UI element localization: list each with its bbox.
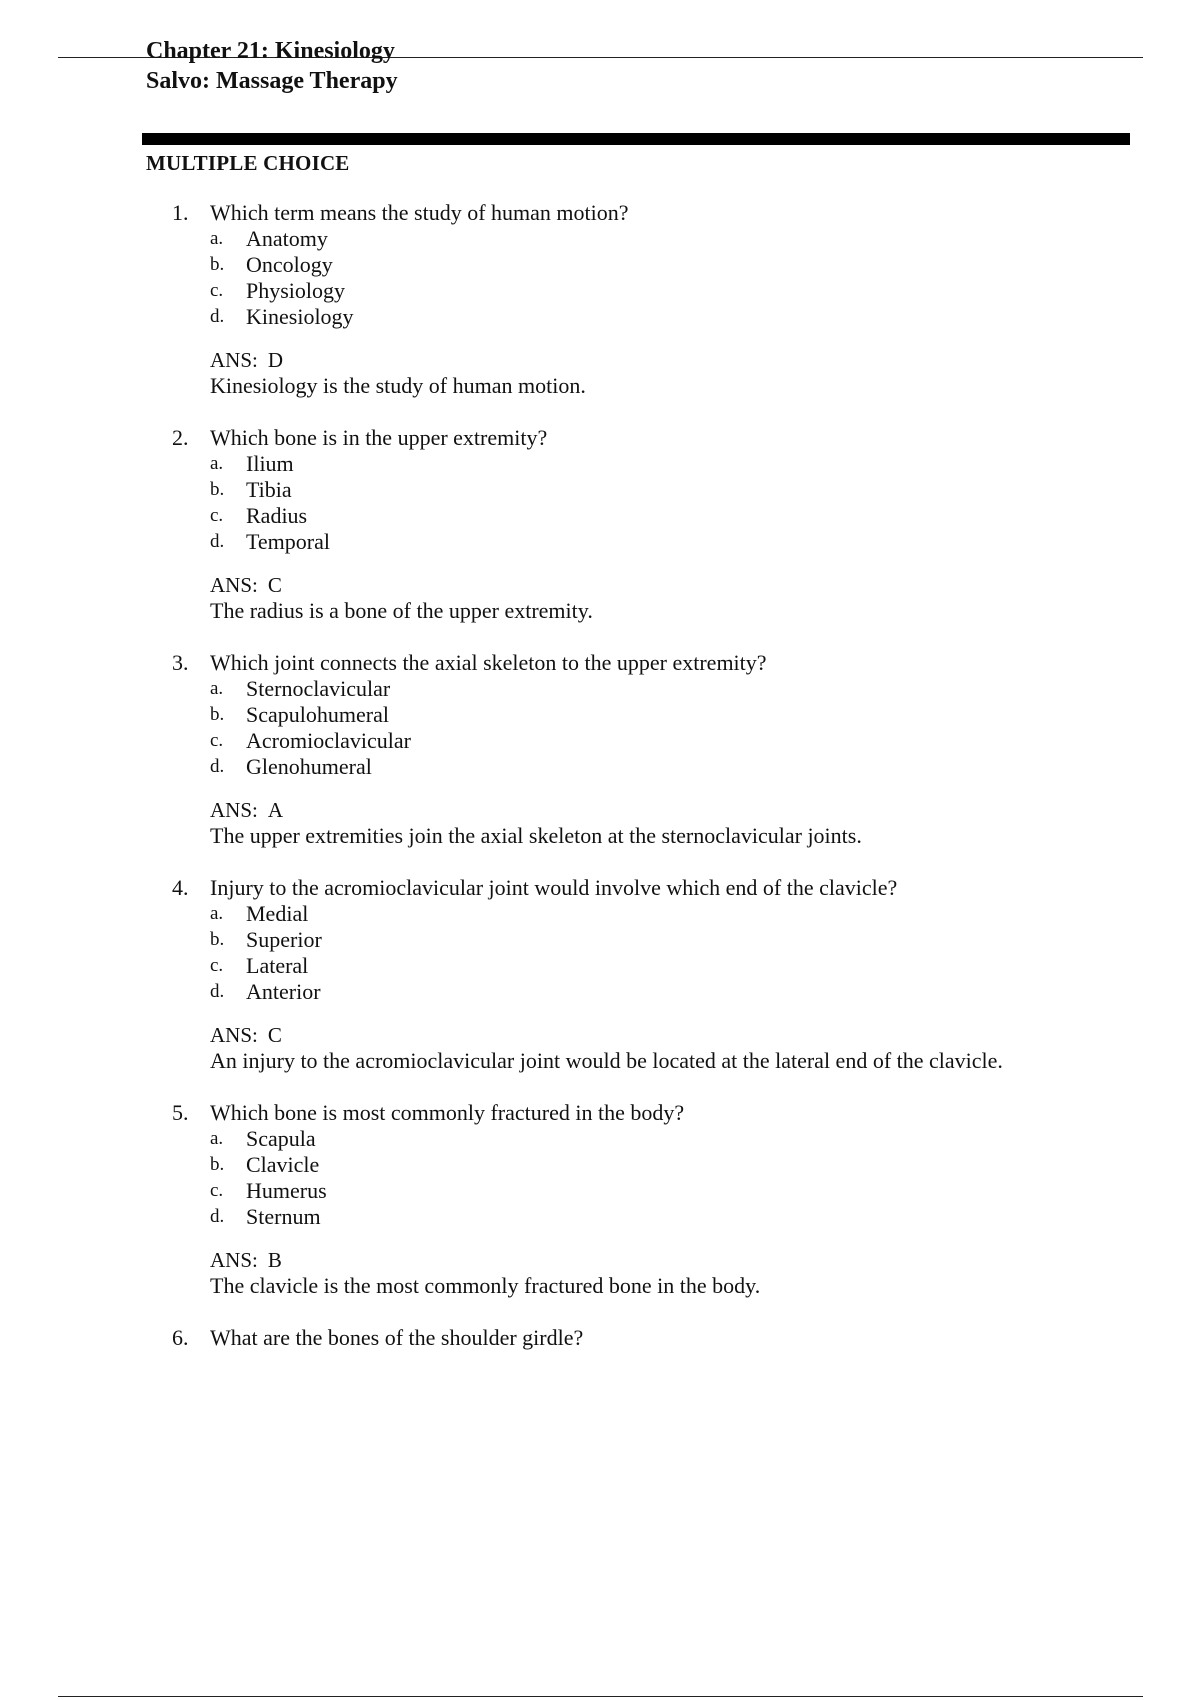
question-stem: Which joint connects the axial skeleton to the upper extremity? [210, 650, 767, 675]
option-d [210, 1204, 1132, 1230]
rationale: The upper extremities join the axial skeleton at the sternoclavicular joints. [210, 823, 862, 848]
option-a [210, 226, 1132, 252]
option-letter: c. [210, 505, 224, 526]
answer-block [210, 1022, 1132, 1074]
option-d [210, 304, 1132, 330]
option-letter: b. [210, 254, 225, 275]
option-a [210, 451, 1132, 477]
option-c [210, 1178, 1132, 1204]
answer-block [210, 572, 1132, 624]
option-text: Sternum [246, 1204, 321, 1229]
question-3 [172, 650, 1132, 875]
option-letter: a. [210, 903, 224, 924]
option-text: Oncology [246, 252, 333, 277]
answer-line [210, 1022, 1132, 1048]
option-b [210, 702, 1132, 728]
option-b [210, 1152, 1132, 1178]
question-stem: Which bone is in the upper extremity? [210, 425, 548, 450]
option-letter: a. [210, 453, 224, 474]
question-stem: Injury to the acromioclavicular joint would involve which end of the clavicle? [210, 875, 898, 900]
rationale: Kinesiology is the study of human motion. [210, 373, 586, 398]
answer-key: C [267, 573, 282, 597]
option-letter: c. [210, 1180, 224, 1201]
option-text: Scapula [246, 1126, 316, 1151]
option-letter: d. [210, 1206, 225, 1227]
option-letter: c. [210, 955, 224, 976]
question-stem: Which term means the study of human motion? [210, 200, 629, 225]
question-number: 6. [172, 1325, 189, 1350]
question-1 [172, 200, 1132, 425]
option-c [210, 728, 1132, 754]
option-text: Sternoclavicular [246, 676, 391, 701]
answer-label: ANS: [210, 1248, 258, 1272]
option-text: Temporal [246, 529, 330, 554]
option-letter: d. [210, 306, 225, 327]
answer-label: ANS: [210, 798, 258, 822]
option-letter: c. [210, 730, 224, 751]
question-list [172, 200, 1132, 1351]
answer-key: A [267, 798, 284, 822]
option-c [210, 953, 1132, 979]
answer-key: C [267, 1023, 282, 1047]
option-text: Superior [246, 927, 322, 952]
option-text: Acromioclavicular [246, 728, 411, 753]
option-text: Anterior [246, 979, 321, 1004]
option-letter: b. [210, 479, 225, 500]
option-letter: c. [210, 280, 224, 301]
question-stem: What are the bones of the shoulder girdle? [210, 1325, 584, 1350]
option-d [210, 529, 1132, 555]
answer-label: ANS: [210, 573, 258, 597]
option-text: Clavicle [246, 1152, 320, 1177]
question-4 [172, 875, 1132, 1100]
option-letter: b. [210, 929, 225, 950]
answer-line [210, 797, 1132, 823]
option-text: Kinesiology [246, 304, 354, 329]
option-list [210, 226, 1132, 330]
option-letter: d. [210, 756, 225, 777]
answer-key: D [267, 348, 284, 372]
option-text: Radius [246, 503, 308, 528]
option-d [210, 979, 1132, 1005]
option-b [210, 252, 1132, 278]
answer-block [210, 1247, 1132, 1299]
option-text: Tibia [246, 477, 292, 502]
option-list [210, 901, 1132, 1005]
rationale: The radius is a bone of the upper extremity. [210, 598, 593, 623]
question-number: 4. [172, 875, 189, 900]
option-b [210, 927, 1132, 953]
answer-label: ANS: [210, 348, 258, 372]
option-d [210, 754, 1132, 780]
option-text: Glenohumeral [246, 754, 372, 779]
question-5 [172, 1100, 1132, 1325]
question-6 [172, 1325, 1132, 1351]
option-c [210, 503, 1132, 529]
rationale: The clavicle is the most commonly fractured bone in the body. [210, 1273, 761, 1298]
option-b [210, 477, 1132, 503]
question-number: 5. [172, 1100, 189, 1125]
answer-label: ANS: [210, 1023, 258, 1047]
option-list [210, 451, 1132, 555]
section-divider-bar [142, 133, 1130, 145]
option-text: Humerus [246, 1178, 327, 1203]
option-letter: d. [210, 531, 225, 552]
question-number: 1. [172, 200, 189, 225]
option-letter: b. [210, 1154, 225, 1175]
option-letter: a. [210, 228, 224, 249]
answer-key: B [267, 1248, 282, 1272]
option-text: Medial [246, 901, 309, 926]
option-letter: a. [210, 1128, 224, 1149]
footer-rule [58, 1696, 1143, 1697]
option-a [210, 901, 1132, 927]
option-letter: d. [210, 981, 225, 1002]
option-c [210, 278, 1132, 304]
question-2 [172, 425, 1132, 650]
option-text: Ilium [246, 451, 294, 476]
question-number: 2. [172, 425, 189, 450]
question-stem: Which bone is most commonly fractured in the body? [210, 1100, 685, 1125]
option-list [210, 1126, 1132, 1230]
answer-line [210, 1247, 1132, 1273]
option-a [210, 1126, 1132, 1152]
section-heading: MULTIPLE CHOICE [146, 151, 350, 175]
option-a [210, 676, 1132, 702]
option-text: Scapulohumeral [246, 702, 389, 727]
book-title: Salvo: Massage Therapy [146, 68, 398, 94]
question-number: 3. [172, 650, 189, 675]
option-text: Physiology [246, 278, 346, 303]
answer-block [210, 347, 1132, 399]
option-text: Anatomy [246, 226, 328, 251]
option-list [210, 676, 1132, 780]
rationale: An injury to the acromioclavicular joint would be located at the lateral end of the clavicle. [210, 1048, 1003, 1073]
answer-line [210, 572, 1132, 598]
document-header [146, 36, 398, 96]
option-text: Lateral [246, 953, 309, 978]
answer-block [210, 797, 1132, 849]
option-letter: b. [210, 704, 225, 725]
answer-line [210, 347, 1132, 373]
option-letter: a. [210, 678, 224, 699]
chapter-title: Chapter 21: Kinesiology [146, 38, 395, 64]
